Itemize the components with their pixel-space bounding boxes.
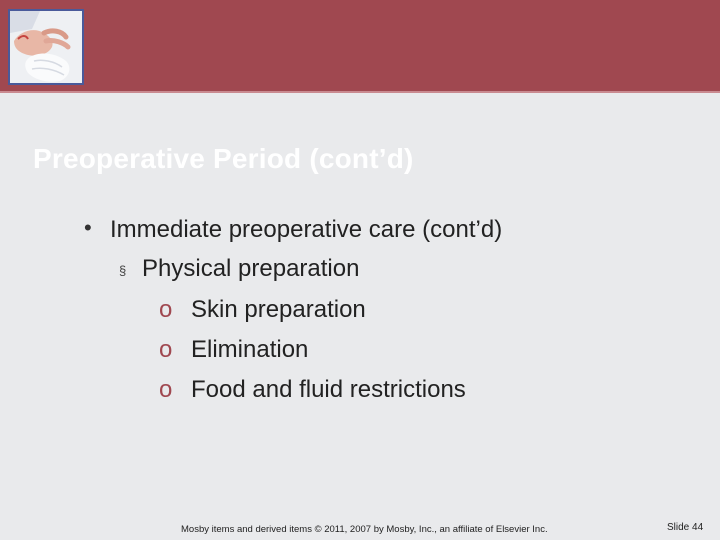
bullet-level2-marker: § bbox=[119, 263, 127, 278]
hands-photo bbox=[8, 9, 84, 85]
bullet-level3-text: Food and fluid restrictions bbox=[191, 376, 466, 403]
header-divider bbox=[0, 91, 720, 93]
bullet-level3-text: Skin preparation bbox=[191, 296, 366, 323]
bullet-level3-text: Elimination bbox=[191, 336, 309, 363]
bullet-level1-marker: • bbox=[84, 215, 92, 240]
bullet-level3-marker: o bbox=[159, 376, 173, 403]
bullet-level1-text: Immediate preoperative care (cont’d) bbox=[110, 216, 503, 243]
bullet-level3-marker: o bbox=[159, 336, 173, 363]
slide-title: Preoperative Period (cont’d) bbox=[33, 143, 414, 174]
bullet-level3-marker: o bbox=[159, 296, 173, 323]
copyright-footer: Mosby items and derived items © 2011, 2007 by Mosby, Inc., an affiliate of Elsevier Inc. bbox=[181, 524, 548, 535]
header-band bbox=[0, 0, 720, 91]
bullet-level2-text: Physical preparation bbox=[142, 255, 360, 282]
slide-number: Slide 44 bbox=[667, 522, 704, 533]
